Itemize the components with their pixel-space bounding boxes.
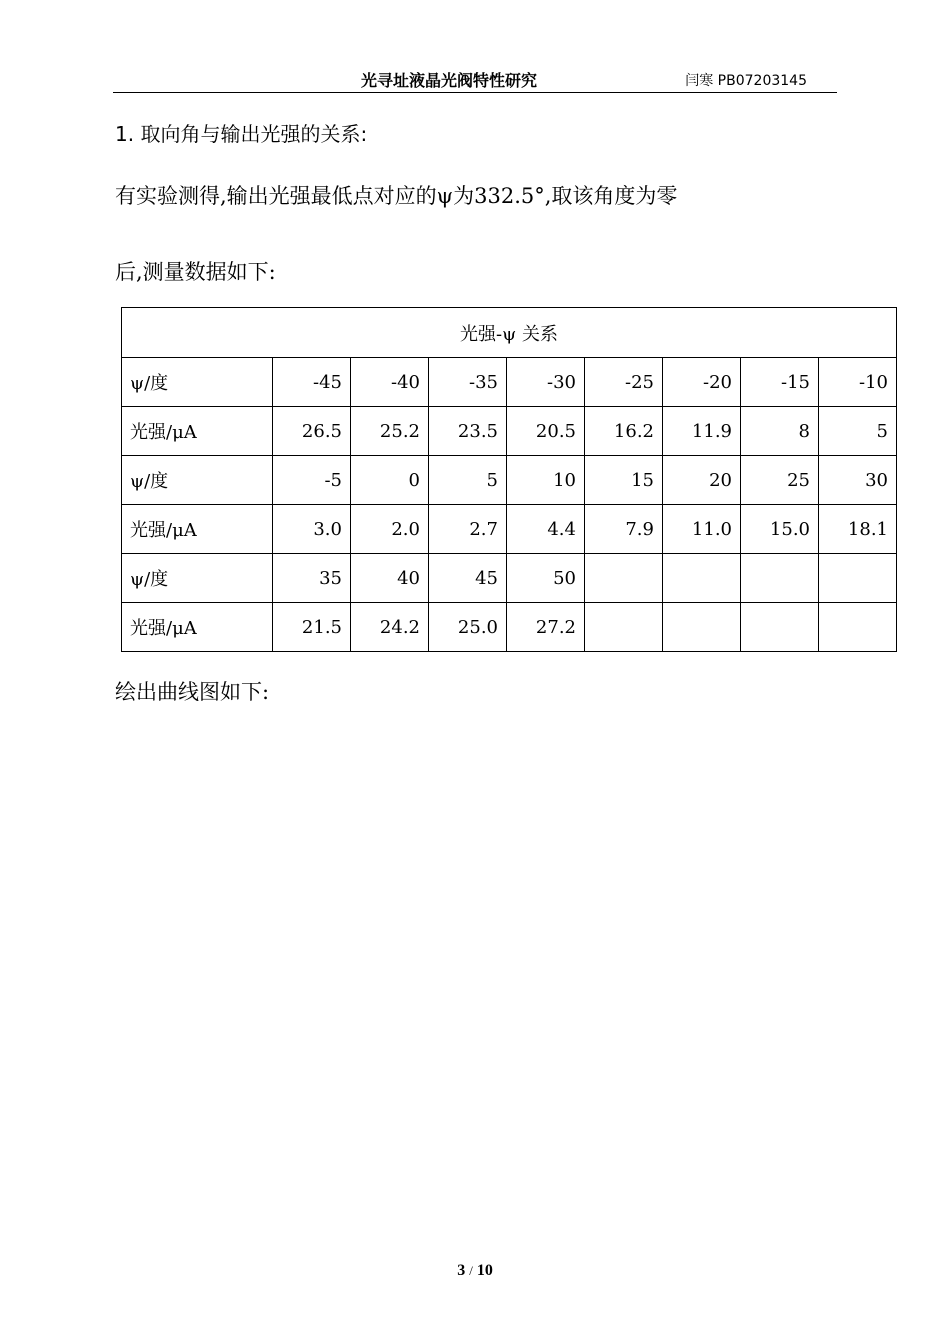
table-cell: 3.0	[273, 505, 351, 554]
data-table	[121, 307, 897, 652]
table-cell: -15	[741, 358, 819, 407]
table-row	[122, 554, 897, 603]
row-label: 光强/μA	[122, 407, 273, 456]
paragraph-line-2: 后,测量数据如下:	[115, 260, 276, 284]
table-cell: 20.5	[507, 407, 585, 456]
table-cell: 25.2	[351, 407, 429, 456]
table-cell: -30	[507, 358, 585, 407]
table-cell	[663, 603, 741, 652]
table-cell: 11.0	[663, 505, 741, 554]
paragraph-line-1: 有实验测得,输出光强最低点对应的ψ为332.5°,取该角度为零	[115, 184, 678, 208]
page-separator: /	[469, 1263, 473, 1278]
table-cell: 8	[741, 407, 819, 456]
table-cell: 30	[819, 456, 897, 505]
table-cell: -35	[429, 358, 507, 407]
row-label: 光强/μA	[122, 603, 273, 652]
table-cell: 50	[507, 554, 585, 603]
table-cell	[585, 554, 663, 603]
table-cell: 4.4	[507, 505, 585, 554]
table-cell: 23.5	[429, 407, 507, 456]
row-label: 光强/μA	[122, 505, 273, 554]
page-number	[0, 1262, 950, 1280]
table-cell: 10	[507, 456, 585, 505]
table-cell	[741, 554, 819, 603]
table-row	[122, 358, 897, 407]
table-caption-row	[122, 308, 897, 358]
table-cell: -5	[273, 456, 351, 505]
table-cell: 40	[351, 554, 429, 603]
table-row	[122, 603, 897, 652]
header-author: 闫寒 PB07203145	[685, 73, 807, 89]
table-cell: 20	[663, 456, 741, 505]
table-cell	[819, 554, 897, 603]
table-row	[122, 456, 897, 505]
row-label: ψ/度	[122, 554, 273, 603]
table-cell: 11.9	[663, 407, 741, 456]
table-cell: 26.5	[273, 407, 351, 456]
table-cell	[585, 603, 663, 652]
row-label: ψ/度	[122, 456, 273, 505]
table-cell: 5	[429, 456, 507, 505]
table-cell: 15	[585, 456, 663, 505]
table-cell	[819, 603, 897, 652]
table-cell: -10	[819, 358, 897, 407]
table-cell: -20	[663, 358, 741, 407]
table-cell: -25	[585, 358, 663, 407]
total-pages: 10	[476, 1262, 493, 1279]
row-label: ψ/度	[122, 358, 273, 407]
table-cell: 18.1	[819, 505, 897, 554]
table-cell: 7.9	[585, 505, 663, 554]
page-header	[113, 66, 837, 93]
table-cell: 2.0	[351, 505, 429, 554]
table-cell: -40	[351, 358, 429, 407]
table-row	[122, 407, 897, 456]
table-cell: 0	[351, 456, 429, 505]
table-cell: 45	[429, 554, 507, 603]
table-cell: 25.0	[429, 603, 507, 652]
table-cell	[741, 603, 819, 652]
table-cell: 25	[741, 456, 819, 505]
table-cell: 27.2	[507, 603, 585, 652]
table-row	[122, 505, 897, 554]
table-cell: 2.7	[429, 505, 507, 554]
table-caption: 光强-ψ 关系	[122, 308, 897, 358]
table-cell: 15.0	[741, 505, 819, 554]
table-cell: 24.2	[351, 603, 429, 652]
table-cell	[663, 554, 741, 603]
paragraph-line-3: 绘出曲线图如下:	[115, 680, 270, 704]
table-cell: 35	[273, 554, 351, 603]
table-cell: 16.2	[585, 407, 663, 456]
table-cell: -45	[273, 358, 351, 407]
table-cell: 5	[819, 407, 897, 456]
header-title: 光寻址液晶光阀特性研究	[361, 71, 538, 90]
table-cell: 21.5	[273, 603, 351, 652]
section-heading: 1. 取向角与输出光强的关系:	[115, 122, 368, 146]
current-page: 3	[457, 1262, 466, 1279]
